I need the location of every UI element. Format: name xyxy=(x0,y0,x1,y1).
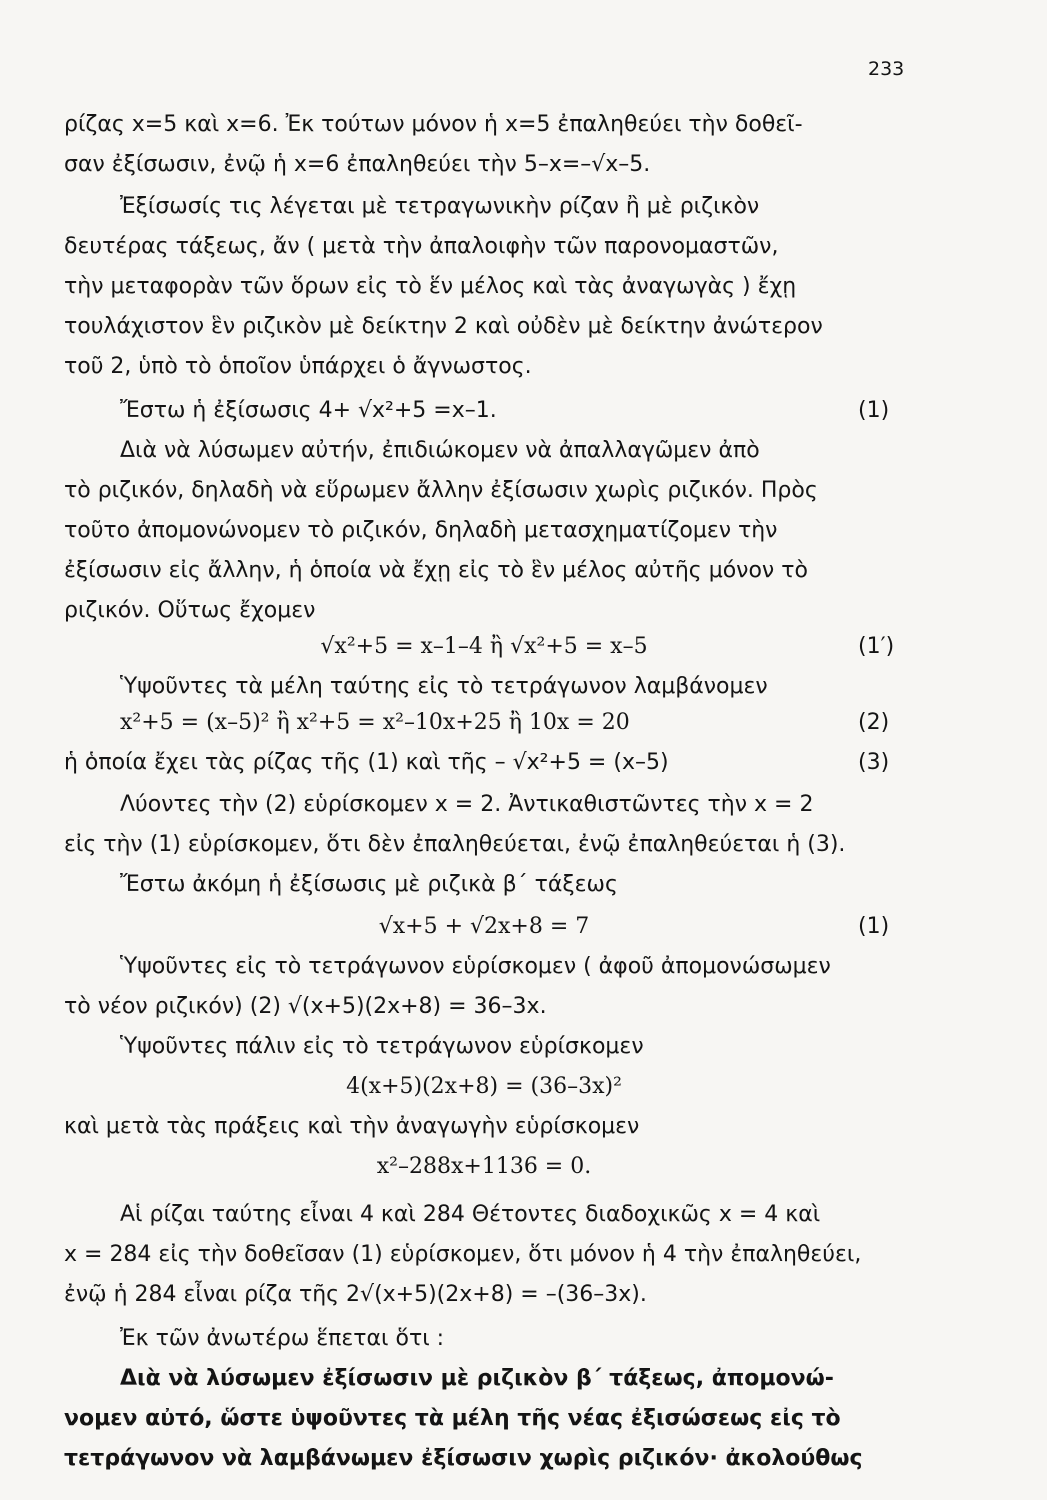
equation-line: x²+5 = (x–5)² ἢ x²+5 = x²–10x+25 ἢ 10x = 20 xyxy=(120,710,630,735)
equation-line: √x+5 + √2x+8 = 7 xyxy=(378,914,590,939)
rule-text-line: Διὰ νὰ λύσωμεν ἐξίσωσιν μὲ ριζικὸν β΄ τάξεως, ἀπομονώ- xyxy=(120,1366,834,1391)
text-line: Ἐκ τῶν ἀνωτέρω ἕπεται ὅτι : xyxy=(120,1326,445,1351)
text-line: εἰς τὴν (1) εὑρίσκομεν, ὅτι δὲν ἐπαληθεύεται, ἐνῷ ἐπαληθεύεται ἡ (3). xyxy=(64,832,846,857)
equation-label: (1) xyxy=(858,398,890,423)
text-line: τοῦτο ἀπομονώνομεν τὸ ριζικόν, δηλαδὴ μετασχηματίζομεν τὴν xyxy=(64,518,778,543)
text-line: τουλάχιστον ἓν ριζικὸν μὲ δείκτην 2 καὶ οὐδὲν μὲ δείκτην ἀνώτερον xyxy=(64,314,823,339)
text-line: τοῦ 2, ὑπὸ τὸ ὁποῖον ὑπάρχει ὁ ἄγνωστος. xyxy=(64,354,532,379)
equation-line: √x²+5 = x–1–4 ἢ √x²+5 = x–5 xyxy=(320,634,648,659)
text-line: ριζικόν. Οὕτως ἔχομεν xyxy=(64,598,316,623)
text-line: Ὑψοῦντες τὰ μέλη ταύτης εἰς τὸ τετράγωνον λαμβάνομεν xyxy=(120,674,768,699)
text-line: Ἐξίσωσίς τις λέγεται μὲ τετραγωνικὴν ρίζαν ἢ μὲ ριζικὸν xyxy=(120,194,760,219)
equation-line: x²–288x+1136 = 0. xyxy=(376,1154,592,1179)
text-line: καὶ μετὰ τὰς πράξεις καὶ τὴν ἀναγωγὴν εὑρίσκομεν xyxy=(64,1114,640,1139)
text-line: x = 284 εἰς τὴν δοθεῖσαν (1) εὑρίσκομεν, ὅτι μόνον ἡ 4 τὴν ἐπαληθεύει, xyxy=(64,1242,862,1267)
text-line: δευτέρας τάξεως, ἄν ( μετὰ τὴν ἀπαλοιφὴν τῶν παρονομαστῶν, xyxy=(64,234,779,259)
text-line: Λύοντες τὴν (2) εὑρίσκομεν x = 2. Ἀντικαθιστῶντες τὴν x = 2 xyxy=(120,792,814,817)
equation-label: (1′) xyxy=(858,634,895,659)
text-line: τὸ ριζικόν, δηλαδὴ νὰ εὕρωμεν ἄλλην ἐξίσωσιν χωρὶς ριζικόν. Πρὸς xyxy=(64,478,818,503)
text-line: Ὑψοῦντες εἰς τὸ τετράγωνον εὑρίσκομεν ( ἀφοῦ ἀπομονώσωμεν xyxy=(120,954,831,979)
text-line: τὴν μεταφορὰν τῶν ὅρων εἰς τὸ ἕν μέλος καὶ τὰς ἀναγωγὰς ) ἔχῃ xyxy=(64,274,797,299)
text-line: ἐνῷ ἡ 284 εἶναι ρίζα τῆς 2√(x+5)(2x+8) = –(36–3x). xyxy=(64,1282,647,1307)
text-line: σαν ἐξίσωσιν, ἐνῷ ἡ x=6 ἐπαληθεύει τὴν 5–x=–√x–5. xyxy=(64,152,651,177)
equation-label: (2) xyxy=(858,710,890,735)
text-line: Διὰ νὰ λύσωμεν αὐτήν, ἐπιδιώκομεν νὰ ἀπαλλαγῶμεν ἀπὸ xyxy=(120,438,760,463)
text-line: Ἔστω ἀκόμη ἡ ἐξίσωσις μὲ ριζικὰ β΄ τάξεως xyxy=(120,872,618,897)
equation-line: 4(x+5)(2x+8) = (36–3x)² xyxy=(346,1074,622,1099)
rule-text-line: νομεν αὐτό, ὥστε ὑψοῦντες τὰ μέλη τῆς νέας ἐξισώσεως εἰς τὸ xyxy=(64,1406,841,1431)
page-number: 233 xyxy=(868,58,905,80)
text-line: ἡ ὁποία ἔχει τὰς ρίζας τῆς (1) καὶ τῆς – √x²+5 = (x–5) xyxy=(64,750,669,775)
text-line: ἐξίσωσιν εἰς ἄλλην, ἡ ὁποία νὰ ἔχῃ εἰς τὸ ἓν μέλος αὐτῆς μόνον τὸ xyxy=(64,558,808,583)
equation-label: (1) xyxy=(858,914,890,939)
text-line: Ὑψοῦντες πάλιν εἰς τὸ τετράγωνον εὑρίσκομεν xyxy=(120,1034,644,1059)
text-line: τὸ νέον ριζικόν) (2) √(x+5)(2x+8) = 36–3x. xyxy=(64,994,547,1019)
equation-line: Ἔστω ἡ ἐξίσωσις 4+ √x²+5 =x–1. xyxy=(120,398,497,423)
rule-text-line: τετράγωνον νὰ λαμβάνωμεν ἐξίσωσιν χωρὶς ριζικόν· ἀκολούθως xyxy=(64,1446,863,1471)
equation-label: (3) xyxy=(858,750,890,775)
text-line: Αἱ ρίζαι ταύτης εἶναι 4 καὶ 284 Θέτοντες διαδοχικῶς x = 4 καὶ xyxy=(120,1202,821,1227)
text-line: ρίζας x=5 καὶ x=6. Ἐκ τούτων μόνον ἡ x=5 ἐπαληθεύει τὴν δοθεῖ- xyxy=(64,112,803,137)
